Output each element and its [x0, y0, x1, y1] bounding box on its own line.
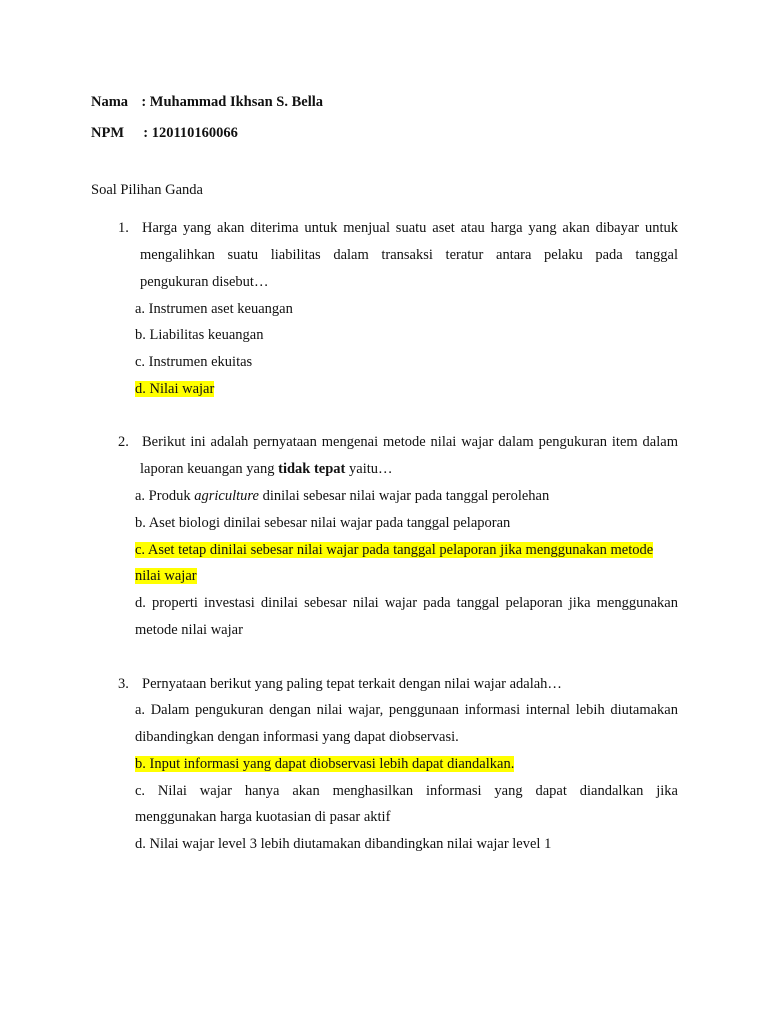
question-1-number: 1. [118, 220, 129, 236]
section-title: Soal Pilihan Ganda [91, 182, 203, 198]
name-value: Muhammad Ikhsan S. Bella [149, 94, 324, 110]
question-1-option-a: a. Instrumen aset keuangan [135, 301, 293, 317]
question-2-text-pre: laporan keuangan yang [140, 461, 279, 477]
name-label: Nama [91, 94, 129, 110]
question-2-option-c-line [135, 541, 653, 559]
question-2-emphasis: tidak tepat [278, 461, 346, 477]
question-2-text-line [140, 460, 393, 478]
question-3-option-c-line: c. Nilai wajar hanya akan menghasilkan informasi yang dapat diandalkan jika [135, 783, 678, 799]
question-3-option-a-line: a. Dalam pengukuran dengan nilai wajar, penggunaan informasi internal lebih diutamakan [135, 702, 678, 718]
answer-highlight: d. Nilai wajar [135, 381, 215, 397]
question-1-option-b: b. Liabilitas keuangan [135, 327, 264, 343]
question-2-option-a [135, 487, 549, 505]
question-3-text: Pernyataan berikut yang paling tepat terkait dengan nilai wajar adalah… [142, 676, 562, 692]
question-3-option-b [135, 755, 514, 773]
question-2-option-b: b. Aset biologi dinilai sebesar nilai wajar pada tanggal pelaporan [135, 515, 511, 531]
question-2-text-post: yaitu… [345, 461, 393, 477]
question-2-option-a-post: dinilai sebesar nilai wajar pada tanggal perolehan [258, 488, 550, 504]
npm-separator: : [143, 125, 149, 141]
question-1-option-c: c. Instrumen ekuitas [135, 354, 253, 370]
name-separator: : [141, 94, 147, 110]
question-3-option-a-line: dibandingkan dengan informasi yang dapat diobservasi. [135, 729, 459, 745]
question-2-option-a-pre: a. Produk [135, 488, 195, 504]
npm-line [91, 124, 238, 142]
question-2-number: 2. [118, 434, 129, 450]
question-2-option-a-italic: agriculture [194, 488, 259, 504]
question-3-option-c-line: menggunakan harga kuotasian di pasar aktif [135, 809, 391, 825]
question-2-option-d-line: d. properti investasi dinilai sebesar nilai wajar pada tanggal pelaporan jika menggunakan [135, 595, 678, 611]
answer-highlight: c. Aset tetap dinilai sebesar nilai wajar pada tanggal pelaporan jika menggunakan metode [135, 542, 654, 558]
name-line [91, 93, 323, 111]
question-3-option-d: d. Nilai wajar level 3 lebih diutamakan dibandingkan nilai wajar level 1 [135, 836, 552, 852]
answer-highlight: b. Input informasi yang dapat diobservasi lebih dapat diandalkan. [135, 756, 515, 772]
question-3-number: 3. [118, 676, 129, 692]
npm-value: 120110160066 [151, 125, 238, 141]
npm-label: NPM [91, 125, 125, 141]
question-1-text-line: Harga yang akan diterima untuk menjual suatu aset atau harga yang akan dibayar untuk [142, 220, 678, 236]
question-2-option-d-line: metode nilai wajar [135, 622, 243, 638]
question-1-text-line: mengalihkan suatu liabilitas dalam transaksi teratur antara pelaku pada tanggal [140, 247, 678, 263]
question-1-text-line: pengukuran disebut… [140, 274, 269, 290]
question-2-option-c-line [135, 567, 197, 585]
question-1-option-d [135, 380, 214, 398]
question-2-text-line: Berikut ini adalah pernyataan mengenai metode nilai wajar dalam pengukuran item dalam [142, 434, 678, 450]
answer-highlight: nilai wajar [135, 568, 197, 584]
